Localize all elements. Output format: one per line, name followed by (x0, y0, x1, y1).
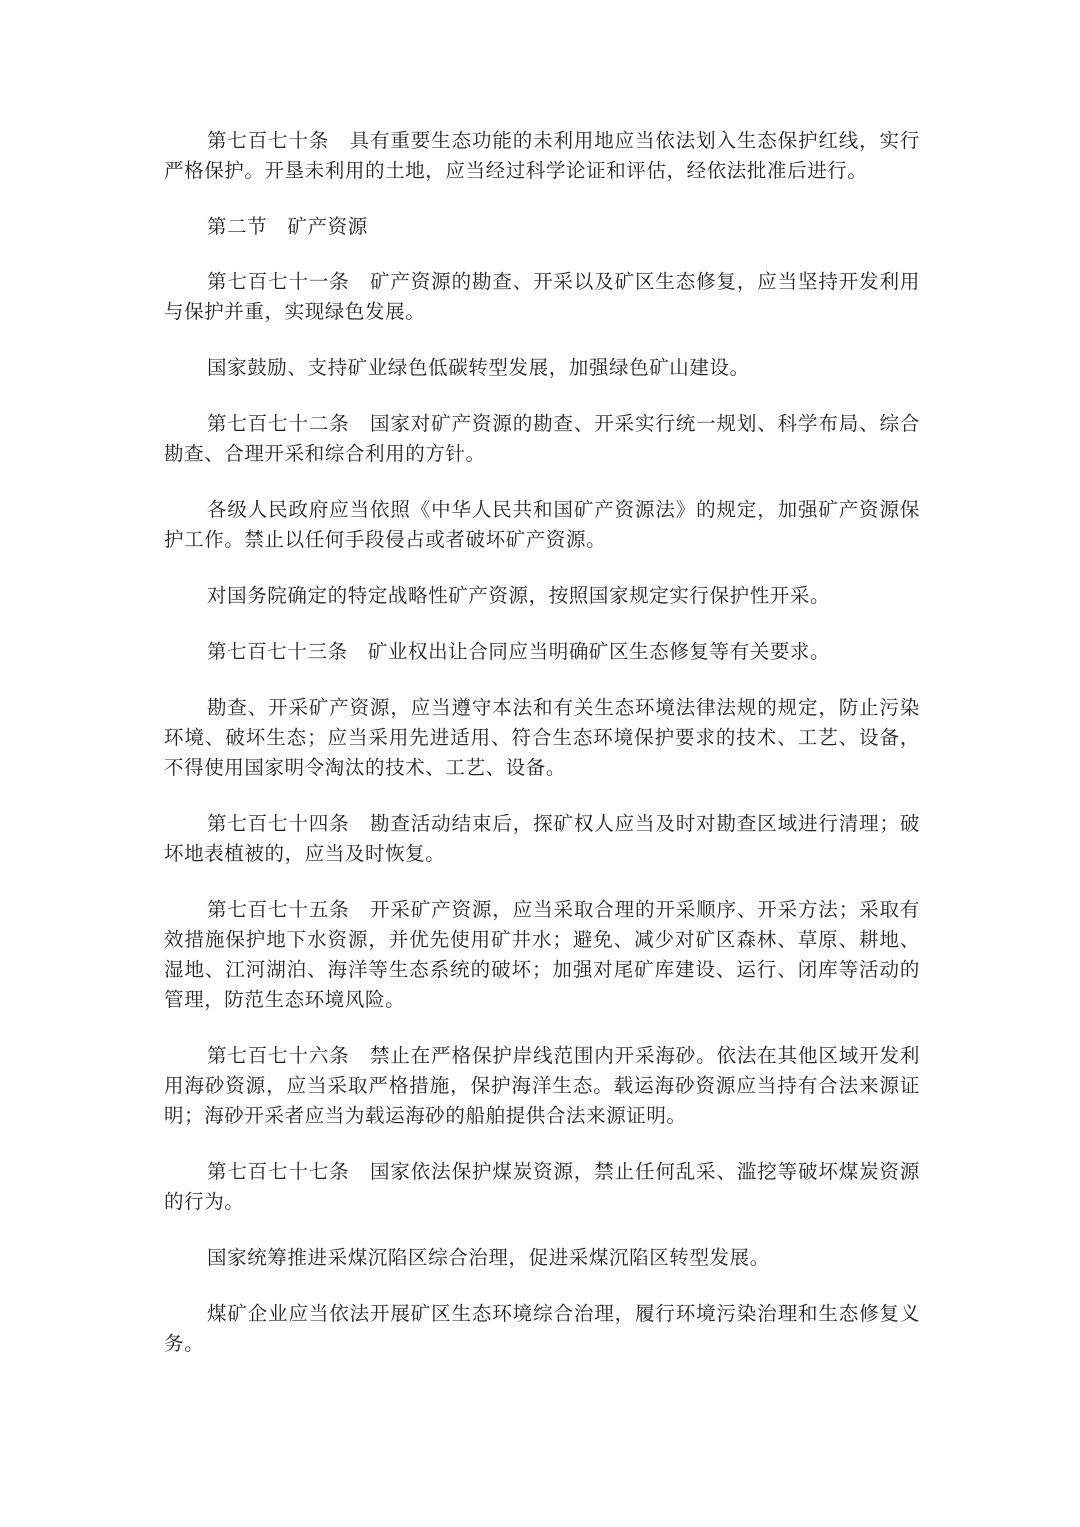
article-number: 第七百七十五条 (207, 898, 350, 921)
article-number: 第七百七十条 (207, 129, 330, 152)
paragraph-article-770 (164, 126, 920, 186)
paragraph (164, 693, 920, 783)
section-number: 第二节 (207, 215, 268, 238)
article-number: 第七百七十一条 (207, 270, 350, 293)
article-number: 第七百七十七条 (207, 1160, 350, 1183)
paragraph-text: 开采矿产资源，应当采取合理的开采顺序、开采方法；采取有效措施保护地下水资源，并优先使用矿井水；避免、减少对矿区森林、草原、耕地、湿地、江河湖泊、海洋等生态系统的破坏；加强对尾矿库建设、运行、闭库等活动的管理，防范生态环境风险。 (164, 898, 920, 1011)
article-number: 第七百七十三条 (207, 640, 348, 663)
section-heading (164, 212, 920, 242)
paragraph (164, 581, 920, 611)
paragraph (164, 1243, 920, 1273)
section-title: 矿产资源 (287, 215, 368, 238)
paragraph-text: 国家鼓励、支持矿业绿色低碳转型发展，加强绿色矿山建设。 (207, 356, 750, 379)
paragraph-text: 矿产资源的勘查、开采以及矿区生态修复，应当坚持开发利用与保护并重，实现绿色发展。 (164, 270, 920, 323)
paragraph-article-774 (164, 809, 920, 869)
paragraph-text: 各级人民政府应当依照《中华人民共和国矿产资源法》的规定，加强矿产资源保护工作。禁止以任何手段侵占或者破坏矿产资源。 (164, 498, 920, 551)
paragraph-text: 国家统筹推进采煤沉陷区综合治理，促进采煤沉陷区转型发展。 (207, 1246, 770, 1269)
article-number: 第七百七十六条 (207, 1044, 350, 1067)
paragraph (164, 495, 920, 555)
paragraph-article-771 (164, 267, 920, 327)
paragraph-text: 煤矿企业应当依法开展矿区生态环境综合治理，履行环境污染治理和生态修复义务。 (164, 1302, 920, 1355)
paragraph-article-773 (164, 637, 920, 667)
paragraph-article-777 (164, 1157, 920, 1217)
paragraph-article-772 (164, 409, 920, 469)
paragraph-text: 矿业权出让合同应当明确矿区生态修复等有关要求。 (367, 640, 831, 663)
paragraph-text: 对国务院确定的特定战略性矿产资源，按照国家规定实行保护性开采。 (207, 584, 831, 607)
article-number: 第七百七十四条 (207, 812, 350, 835)
paragraph-text: 禁止在严格保护岸线范围内开采海砂。依法在其他区域开发利用海砂资源，应当采取严格措施，保护海洋生态。载运海砂资源应当持有合法来源证明；海砂开采者应当为载运海砂的船舶提供合法来源证明。 (164, 1044, 920, 1127)
article-number: 第七百七十二条 (207, 412, 350, 435)
paragraph-text: 勘查活动结束后，探矿权人应当及时对勘查区域进行清理；破坏地表植被的，应当及时恢复。 (164, 812, 920, 865)
paragraph-article-775 (164, 895, 920, 1015)
paragraph-text: 国家对矿产资源的勘查、开采实行统一规划、科学布局、综合勘查、合理开采和综合利用的方针。 (164, 412, 920, 465)
paragraph-text: 国家依法保护煤炭资源，禁止任何乱采、滥挖等破坏煤炭资源的行为。 (164, 1160, 920, 1213)
paragraph-text: 勘查、开采矿产资源，应当遵守本法和有关生态环境法律法规的规定，防止污染环境、破坏生态；应当采用先进适用、符合生态环境保护要求的技术、工艺、设备，不得使用国家明令淘汰的技术、工艺、设备。 (164, 696, 920, 779)
paragraph-text: 具有重要生态功能的未利用地应当依法划入生态保护红线，实行严格保护。开垦未利用的土地，应当经过科学论证和评估，经依法批准后进行。 (164, 129, 920, 182)
paragraph (164, 353, 920, 383)
paragraph-article-776 (164, 1041, 920, 1131)
paragraph (164, 1299, 920, 1359)
